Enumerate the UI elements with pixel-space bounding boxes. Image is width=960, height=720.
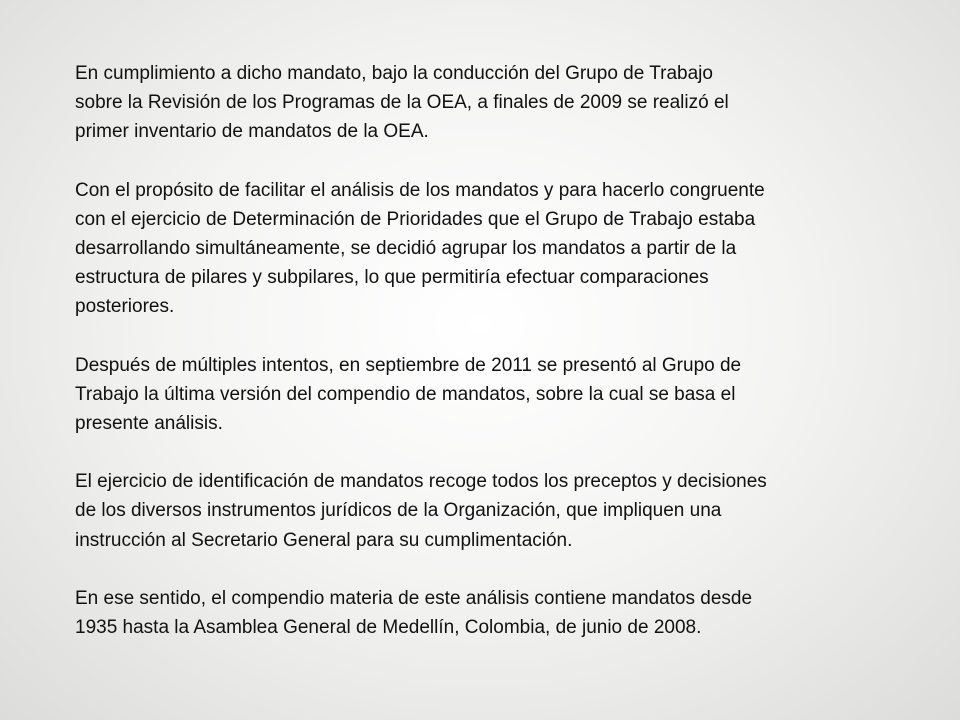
text-line: primer inventario de mandatos de la OEA. — [75, 121, 429, 143]
text-line: En ese sentido, el compendio materia de este análisis contiene mandatos desde — [75, 587, 753, 609]
text-line: con el ejercicio de Determinación de Prioridades que el Grupo de Trabajo estaba — [75, 208, 756, 230]
text-line: posteriores. — [75, 296, 175, 318]
text-line: Trabajo la última versión del compendio de mandatos, sobre la cual se basa el — [75, 383, 736, 405]
text-line: Con el propósito de facilitar el análisis de los mandatos y para hacerlo congruente — [75, 179, 765, 201]
text-line: 1935 hasta la Asamblea General de Medellín, Colombia, de junio de 2008. — [75, 617, 702, 639]
text-line: presente análisis. — [75, 413, 223, 435]
text-line: En cumplimiento a dicho mandato, bajo la conducción del Grupo de Trabajo — [75, 63, 713, 84]
slide-body-text — [75, 59, 895, 671]
text-line: estructura de pilares y subpilares, lo que permitiría efectuar comparaciones — [75, 267, 709, 289]
paragraph-5 — [75, 584, 895, 642]
text-line: instrucción al Secretario General para su cumplimentación. — [75, 529, 573, 551]
paragraph-1 — [75, 59, 895, 147]
text-line: El ejercicio de identificación de mandatos recoge todos los preceptos y decisiones — [75, 471, 767, 493]
text-line: desarrollando simultáneamente, se decidió agrupar los mandatos a partir de la — [75, 238, 737, 260]
text-line: de los diversos instrumentos jurídicos de la Organización, que impliquen una — [75, 500, 722, 522]
text-line: sobre la Revisión de los Programas de la OEA, a finales de 2009 se realizó el — [75, 92, 729, 114]
text-line: Después de múltiples intentos, en septiembre de 2011 se presentó al Grupo de — [75, 354, 742, 376]
paragraph-4 — [75, 467, 895, 555]
paragraph-2 — [75, 176, 895, 322]
paragraph-3 — [75, 351, 895, 439]
